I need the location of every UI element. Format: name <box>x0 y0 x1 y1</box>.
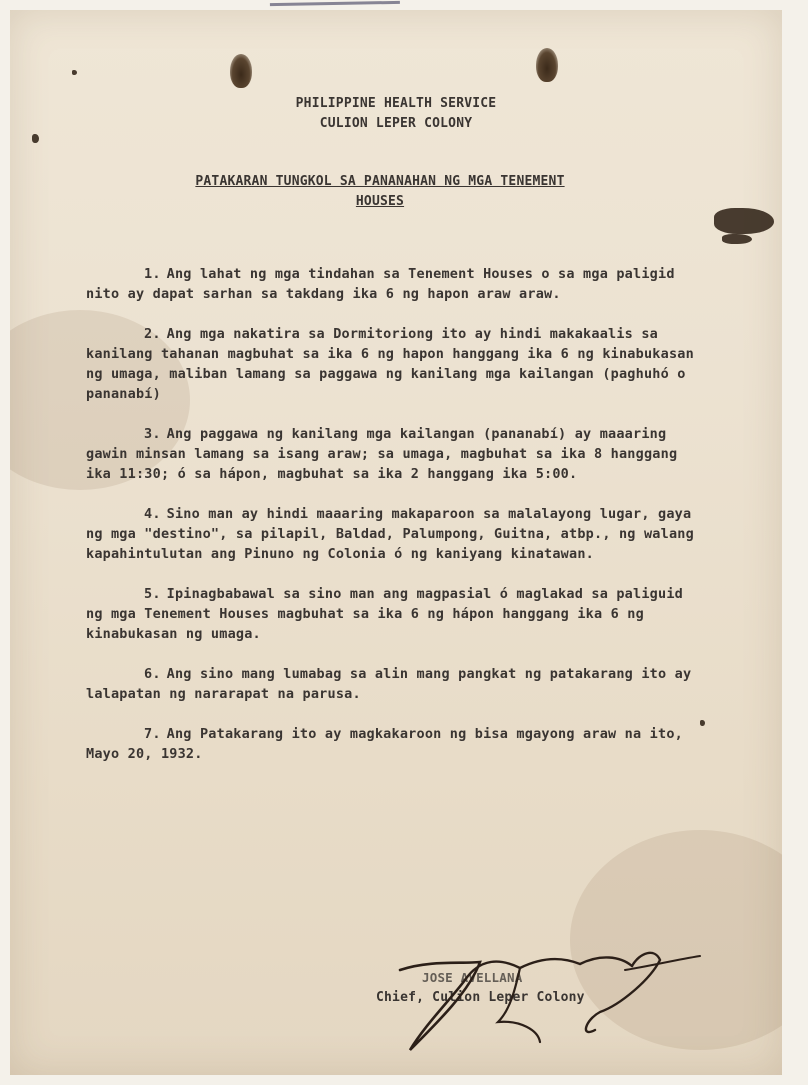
title-line-1: PATAKARAN TUNGKOL SA PANANAHAN NG MGA TENEMENT <box>195 174 565 189</box>
ink-dot <box>72 70 77 75</box>
letterhead-line-1: PHILIPPINE HEALTH SERVICE <box>295 96 497 111</box>
rule-number: 2. <box>144 326 161 342</box>
letterhead <box>10 94 782 134</box>
punch-hole-right <box>536 48 558 82</box>
handwritten-signature <box>370 950 730 1060</box>
punch-hole-left <box>230 54 252 88</box>
rule-number: 5. <box>144 586 161 602</box>
letterhead-line-2: CULION LEPER COLONY <box>319 116 473 131</box>
ink-smudge <box>722 234 752 244</box>
document-page <box>10 10 782 1075</box>
rule-4 <box>86 504 706 564</box>
rule-text: Ang lahat ng mga tindahan sa Tenement Houses o sa mga paligid nito ay dapat sarhan sa takdang ika 6 ng hapon araw araw. <box>86 266 675 302</box>
rule-text: Ang sino mang lumabag sa alin mang pangkat ng patakarang ito ay lalapatan ng nararapat na parusa. <box>86 666 692 702</box>
document-title <box>130 172 630 212</box>
rule-text: Ang Patakarang ito ay magkakaroon ng bisa mgayong araw na ito, Mayo 20, 1932. <box>86 726 683 762</box>
rule-number: 1. <box>144 266 161 282</box>
rule-number: 4. <box>144 506 161 522</box>
signatory-name: JOSE AVELLANA <box>422 970 523 985</box>
rule-3 <box>86 424 706 484</box>
title-line-2: HOUSES <box>355 194 405 209</box>
ink-dot <box>32 134 39 143</box>
ink-smudge <box>714 208 774 234</box>
rules-list <box>86 264 706 784</box>
signatory-title: Chief, Culion Leper Colony <box>376 990 585 1005</box>
rule-2 <box>86 324 706 404</box>
rule-text: Ipinagbabawal sa sino man ang magpasial ó maglakad sa paliguid ng mga Tenement Houses magbuhat sa ika 6 ng hápon hanggang ika 6 ng kinabukasan ng umaga. <box>86 586 683 642</box>
rule-text: Sino man ay hindi maaaring makaparoon sa malalayong lugar, gaya ng mga "destino", sa pilapil, Baldad, Palumpong, Guitna, atbp., ng walang kapahintulutan ang Pinuno ng Colonia ó ng kaniyang kinatawan. <box>86 506 694 562</box>
rule-1 <box>86 264 706 304</box>
rule-number: 6. <box>144 666 161 682</box>
signature-block <box>370 950 730 1060</box>
rule-number: 3. <box>144 426 161 442</box>
rule-number: 7. <box>144 726 161 742</box>
rule-6 <box>86 664 706 704</box>
rule-text: Ang mga nakatira sa Dormitoriong ito ay hindi makakaalis sa kanilang tahanan magbuhat sa ika 6 ng hapon hanggang ika 6 ng kinabukasan ng umaga, maliban lamang sa paggawa ng kanilang mga kailangan (paghuhó o pananabí) <box>86 326 694 402</box>
rule-5 <box>86 584 706 644</box>
rule-7 <box>86 724 706 764</box>
rule-text: Ang paggawa ng kanilang mga kailangan (pananabí) ay maaaring gawin minsan lamang sa isang araw; sa umaga, magbuhat sa ika 8 hanggang ika 11:30; ó sa hápon, magbuhat sa ika 2 hanggang ika 5:00. <box>86 426 678 482</box>
